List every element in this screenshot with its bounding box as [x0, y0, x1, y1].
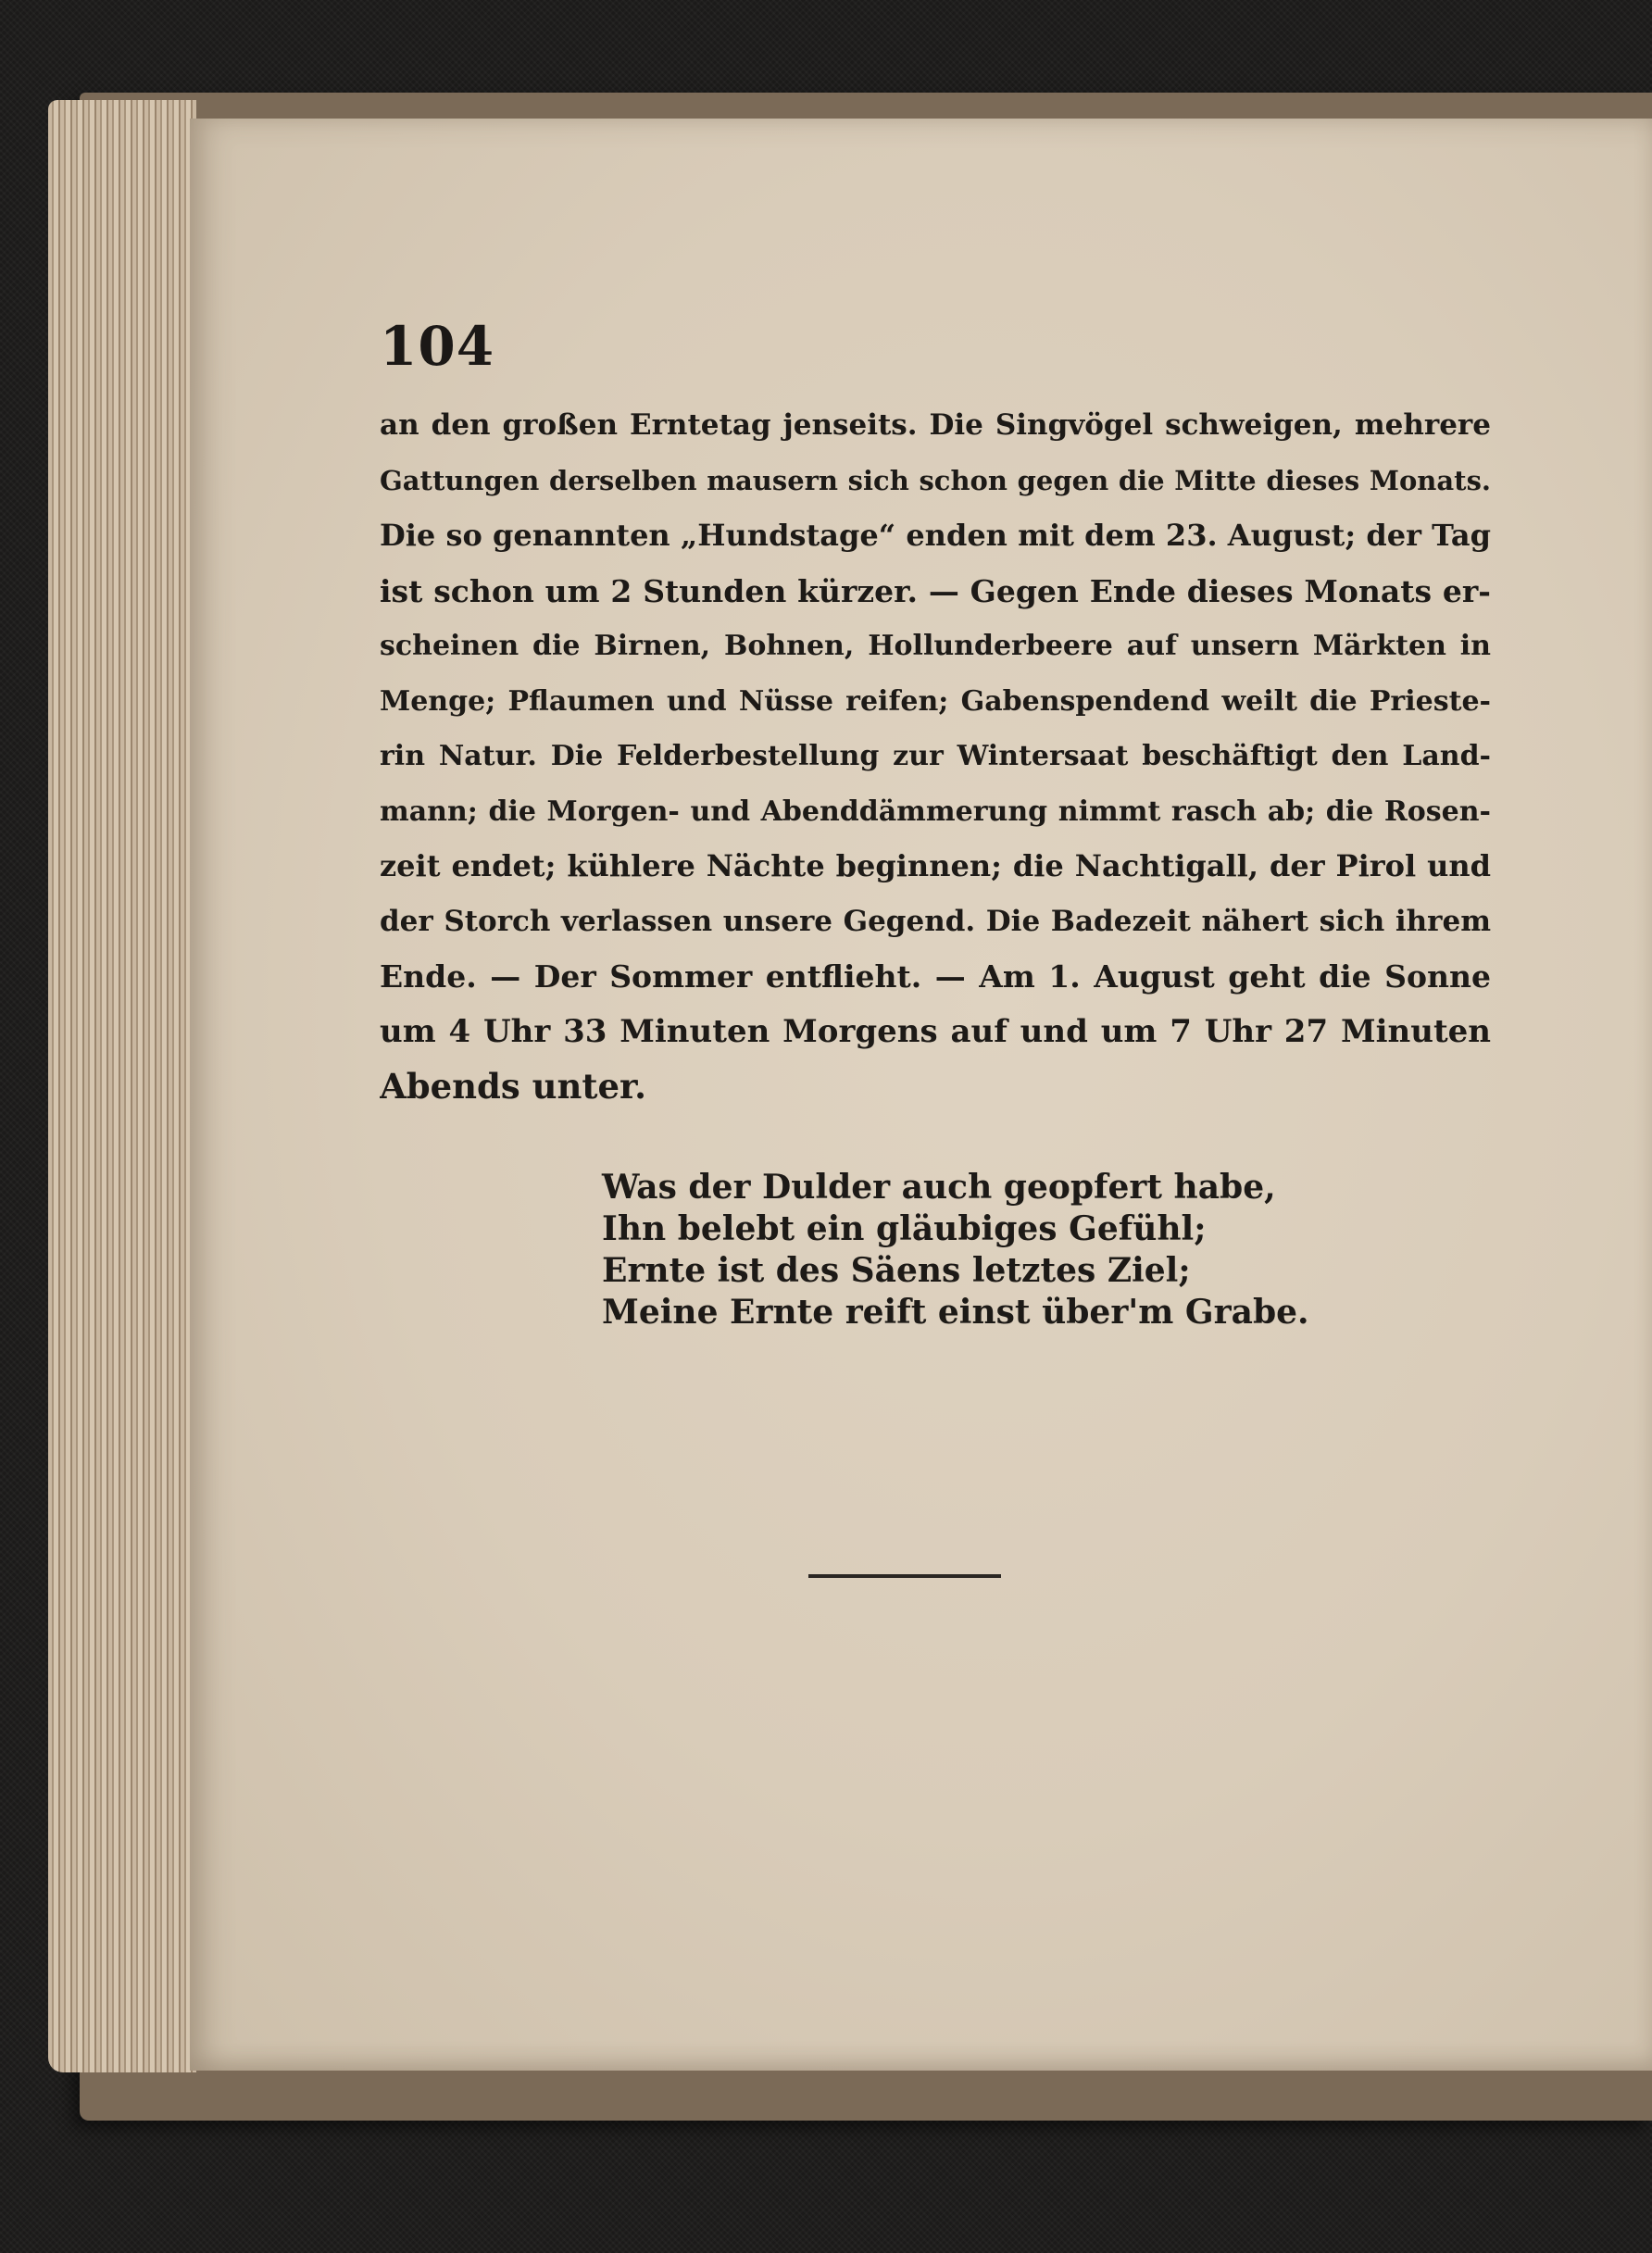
- text-line: rin Natur. Die Felderbestellung zur Wintersaat beschäftigt den Land-: [380, 740, 1491, 772]
- text-line: Menge; Pflaumen und Nüsse reifen; Gabenspendend weilt die Prieste-: [380, 684, 1491, 718]
- body-text: [380, 398, 1491, 1115]
- page-number: 104: [380, 315, 495, 378]
- poem-verse: Ihn belebt ein gläubiges Gefühl;: [602, 1209, 1207, 1248]
- poem-verse: Ernte ist des Säens letztes Ziel;: [602, 1251, 1191, 1290]
- text-line: der Storch verlassen unsere Gegend. Die Badezeit nähert sich ihrem: [380, 904, 1491, 938]
- text-line: Gattungen derselben mausern sich schon gegen die Mitte dieses Monats.: [380, 464, 1491, 496]
- text-line: Ende. — Der Sommer entflieht. — Am 1. August geht die Sonne: [380, 958, 1491, 995]
- poem-verse: Meine Ernte reift einst über'm Grabe.: [602, 1293, 1309, 1332]
- section-divider-rule: [808, 1574, 1001, 1578]
- poem-stanza: [602, 1167, 1309, 1333]
- text-line: Die so genannten „Hundstage“ enden mit dem 23. August; der Tag: [380, 518, 1491, 553]
- text-line: scheinen die Birnen, Bohnen, Hollunderbeere auf unsern Märkten in: [380, 630, 1491, 662]
- text-line: mann; die Morgen- und Abenddämmerung nimmt rasch ab; die Rosen-: [380, 795, 1491, 828]
- text-line: um 4 Uhr 33 Minuten Morgens auf und um 7 Uhr 27 Minuten: [380, 1012, 1491, 1050]
- page-edges: [48, 100, 196, 2072]
- text-line: an den großen Erntetag jenseits. Die Singvögel schweigen, mehrere: [380, 408, 1491, 442]
- text-line: zeit endet; kühlere Nächte beginnen; die Nachtigall, der Pirol und: [380, 848, 1491, 883]
- poem-verse: Was der Dulder auch geopfert habe,: [602, 1168, 1276, 1207]
- text-line: ist schon um 2 Stunden kürzer. — Gegen Ende dieses Monats er-: [380, 572, 1491, 609]
- text-line: Abends unter.: [380, 1066, 647, 1107]
